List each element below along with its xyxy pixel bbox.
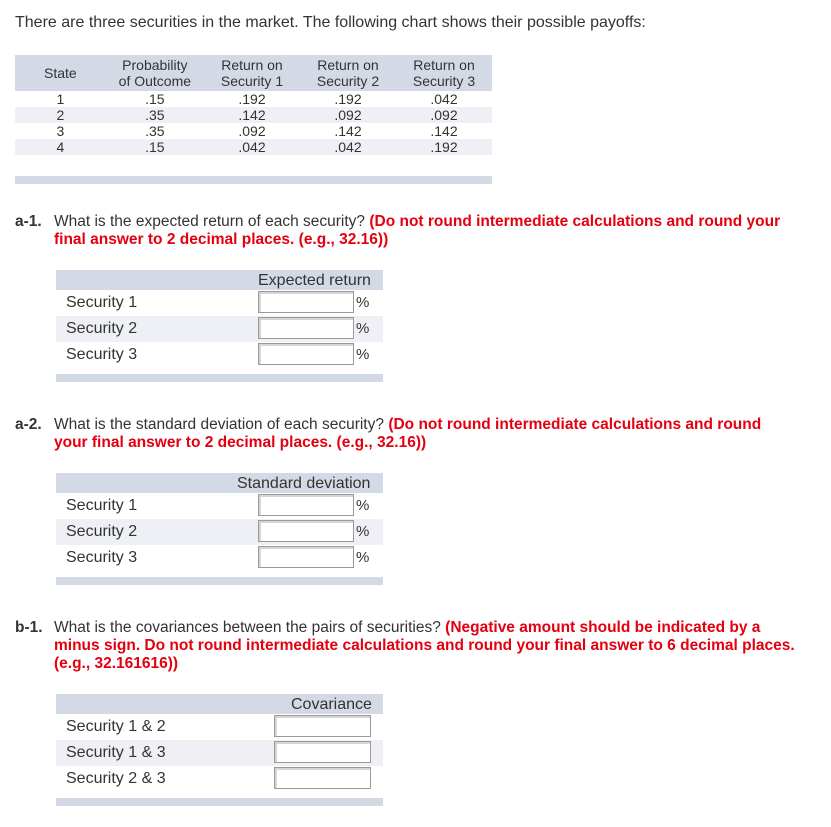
row-label: Security 1 [66,497,138,514]
question-b1-label: b-1. [15,619,43,636]
answer-table-b1 [56,694,383,806]
covariance-input-2-3[interactable] [274,767,371,789]
cell-return-1: .192 [238,91,266,107]
cell-return-2: .042 [300,139,396,155]
header-security-1 [204,55,300,91]
answer-table-a1 [56,270,383,382]
answer-row [56,766,383,792]
question-a2 [15,416,795,452]
column-covariance: Covariance [291,696,372,713]
answer-table-a2-header [56,473,383,493]
covariance-input-1-3[interactable] [274,741,371,763]
table-row [15,139,492,155]
answer-row [56,545,383,571]
answer-row [56,714,383,740]
cell-state: 1 [56,91,65,107]
answer-row [56,342,383,368]
answer-row [56,740,383,766]
cell-state: 4 [15,139,106,155]
payoff-table-footer-bar [15,176,492,184]
expected-return-input-2[interactable] [258,317,354,339]
header-probability [106,55,204,91]
cell-return-2: .092 [300,107,396,123]
answer-row [56,493,383,519]
header-security-3-line1: Return on [413,57,475,73]
question-b1-text: What is the covariances between the pairs of securities? [54,619,441,636]
question-a1-text: What is the expected return of each security? [54,213,366,230]
answer-row [56,519,383,545]
answer-row [56,290,383,316]
covariance-input-1-2[interactable] [274,715,371,737]
header-security-1-line2: Security 1 [220,73,284,89]
header-security-2-line1: Return on [317,57,379,73]
answer-table-a2 [56,473,383,585]
expected-return-input-1[interactable] [258,291,354,313]
cell-probability: .15 [145,91,165,107]
question-b1 [15,619,795,673]
cell-return-3: .192 [396,139,492,155]
std-dev-input-2[interactable] [258,520,354,542]
cell-return-1: .092 [238,123,266,139]
cell-return-3: .142 [430,123,458,139]
cell-probability: .15 [106,139,204,155]
table-row [15,107,492,123]
percent-unit: % [356,294,370,311]
payoff-table [15,55,492,155]
header-probability-line1: Probability [122,57,188,73]
std-dev-input-3[interactable] [258,546,354,568]
question-a1-label: a-1. [15,213,42,230]
std-dev-input-1[interactable] [258,494,354,516]
question-a1 [15,213,795,249]
answer-table-a2-footer-bar [56,577,383,585]
row-label: Security 1 [66,294,138,311]
row-label: Security 2 & 3 [66,770,166,787]
answer-table-b1-footer-bar [56,798,383,806]
header-security-2 [300,55,396,91]
cell-return-2: .192 [334,91,362,107]
answer-row [56,316,383,342]
cell-state: 3 [56,123,65,139]
payoff-header-row [15,55,492,91]
header-security-1-line1: Return on [221,57,283,73]
cell-return-3: .092 [396,107,492,123]
percent-unit: % [356,523,370,540]
cell-probability: .35 [106,107,204,123]
cell-probability: .35 [145,123,165,139]
header-security-2-line2: Security 2 [316,73,380,89]
percent-unit: % [356,497,370,514]
percent-unit: % [356,549,370,566]
header-security-3-line2: Security 3 [412,73,476,89]
header-state [15,55,106,91]
cell-return-1: .142 [204,107,300,123]
row-label: Security 3 [66,549,138,566]
header-probability-line2: of Outcome [118,73,192,89]
table-row [15,91,492,107]
row-label: Security 1 & 3 [66,744,166,761]
row-label: Security 2 [66,320,138,337]
question-a2-label: a-2. [15,416,42,433]
intro-text: There are three securities in the market. The following chart shows their possible payoffs: [15,14,646,31]
column-expected-return: Expected return [258,272,371,289]
row-label: Security 3 [66,346,138,363]
expected-return-input-3[interactable] [258,343,354,365]
answer-table-a1-footer-bar [56,374,383,382]
question-a2-note: (Do not round intermediate calculations and round your final answer to 2 decimal places. (e.g., 32.16)) [54,416,762,451]
answer-table-b1-header [56,694,383,714]
answer-table-a1-header [56,270,383,290]
question-b1-note: (Negative amount should be indicated by a minus sign. Do not round intermediate calculations and round your final answer to 6 decimal places. (e.g., 32.161616)) [54,619,795,672]
cell-return-3: .042 [430,91,458,107]
header-security-3 [396,55,492,91]
cell-state: 2 [15,107,106,123]
column-standard-deviation: Standard deviation [237,475,371,492]
percent-unit: % [356,320,370,337]
row-label: Security 1 & 2 [66,718,166,735]
question-a2-text: What is the standard deviation of each security? [54,416,384,433]
cell-return-2: .142 [334,123,362,139]
percent-unit: % [356,346,370,363]
table-row [15,123,492,139]
question-a1-note: (Do not round intermediate calculations and round your final answer to 2 decimal places. (e.g., 32.16)) [54,213,781,248]
row-label: Security 2 [66,523,138,540]
cell-return-1: .042 [204,139,300,155]
header-state-label: State [44,65,77,81]
